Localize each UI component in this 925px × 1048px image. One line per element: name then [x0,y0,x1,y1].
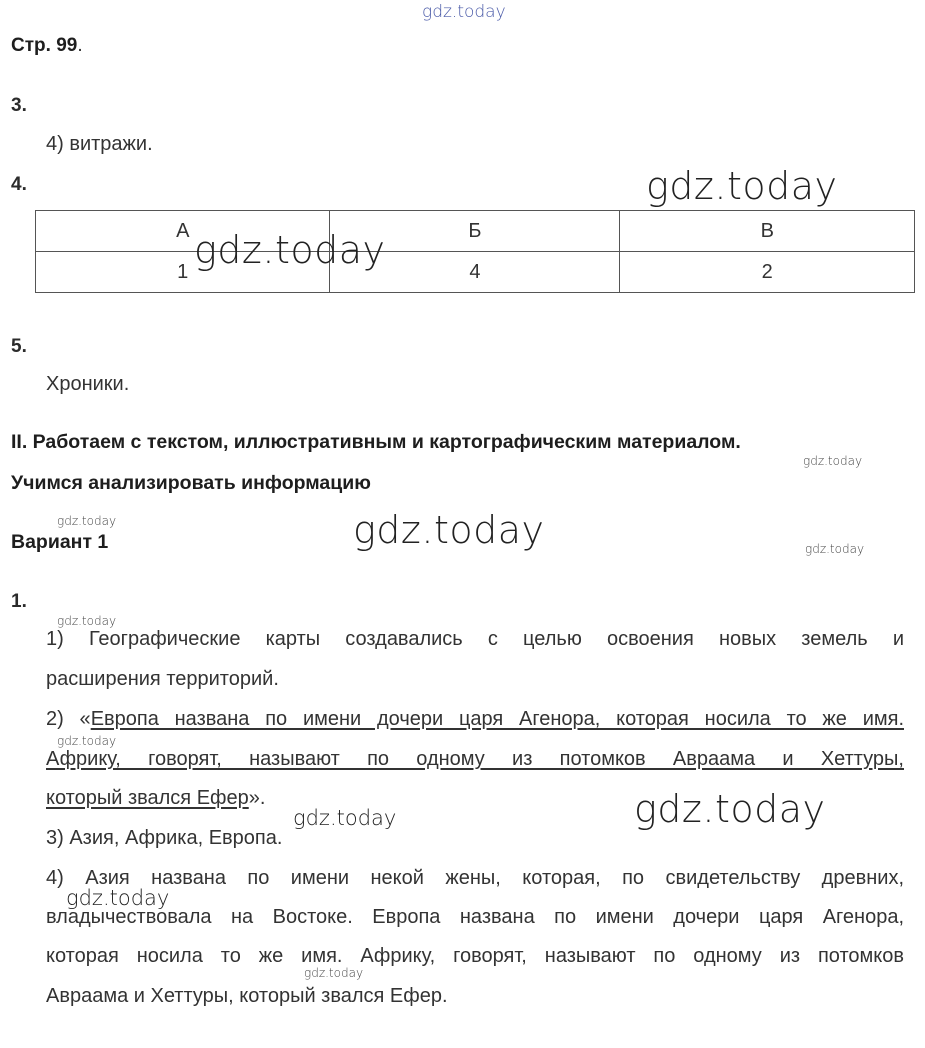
answer-table [35,210,915,293]
watermark: gdz.today [66,886,170,910]
answer-2-line-1 [46,708,904,731]
watermark: gdz.today [194,228,386,272]
table-cell: 1 [36,252,330,293]
watermark: gdz.today [353,508,545,552]
answer-4-line-4: Авраама и Хеттуры, который звался Ефер. [46,985,448,1007]
quote-text-line-3: который звался Ефер [46,787,249,809]
table-cell: 2 [620,252,915,293]
answer-2-line-3 [46,787,265,810]
variant-title: Вариант 1 [11,531,109,553]
variant-question-1-number: 1. [11,591,27,612]
question-3-number: 3. [11,95,27,116]
watermark: gdz.today [805,542,865,556]
watermark: gdz.today [57,514,117,528]
page-reference [11,35,83,57]
question-5-number: 5. [11,336,27,357]
quote-close: ». [248,787,266,809]
table-cell: 4 [330,252,620,293]
question-5-answer: Хроники. [46,373,130,395]
answer-4-line-1: 4) Азия названа по имени некой жены, которая, по свидетельству древних, [46,867,904,889]
watermark: gdz.today [57,614,117,628]
watermark: gdz.today [634,787,826,831]
watermark-top: gdz.today [422,2,506,22]
question-3-answer: 4) витражи. [46,133,153,155]
answer-3: 3) Азия, Африка, Европа. [46,827,283,849]
section-subtitle: Учимся анализировать информацию [11,472,371,494]
quote-text-line-1: Европа названа по имени дочери царя Агенора, которая носила то же имя. [90,708,904,730]
watermark: gdz.today [57,734,117,748]
watermark: gdz.today [304,966,364,980]
table-header-cell: В [620,211,915,252]
answer-1-line-2: расширения территорий. [46,668,279,690]
answer-2-line-2 [46,748,904,771]
table-header-cell: Б [330,211,620,252]
page-reference-label: Стр. 99 [11,35,78,56]
section-title: II. Работаем с текстом, иллюстративным и картографическим материалом. [11,431,741,453]
quote-open: 2) « [46,708,91,730]
question-4-number: 4. [11,174,27,195]
answer-1-line-1: 1) Географические карты создавались с целью освоения новых земель и [46,628,904,650]
page-reference-dot: . [77,35,83,56]
quote-text-line-2: Африку, говорят, называют по одному из потомков Авраама и Хеттуры, [46,748,904,770]
table-header-row [36,211,915,252]
answer-4-line-2: владычествовала на Востоке. Европа названа по имени дочери царя Агенора, [46,906,904,928]
table-row [36,252,915,293]
table-header-cell: А [36,211,330,252]
answer-4-line-3: которая носила то же имя. Африку, говорят, называют по одному из потомков [46,945,904,967]
watermark: gdz.today [803,454,863,468]
watermark: gdz.today [293,806,397,830]
watermark: gdz.today [646,164,838,208]
